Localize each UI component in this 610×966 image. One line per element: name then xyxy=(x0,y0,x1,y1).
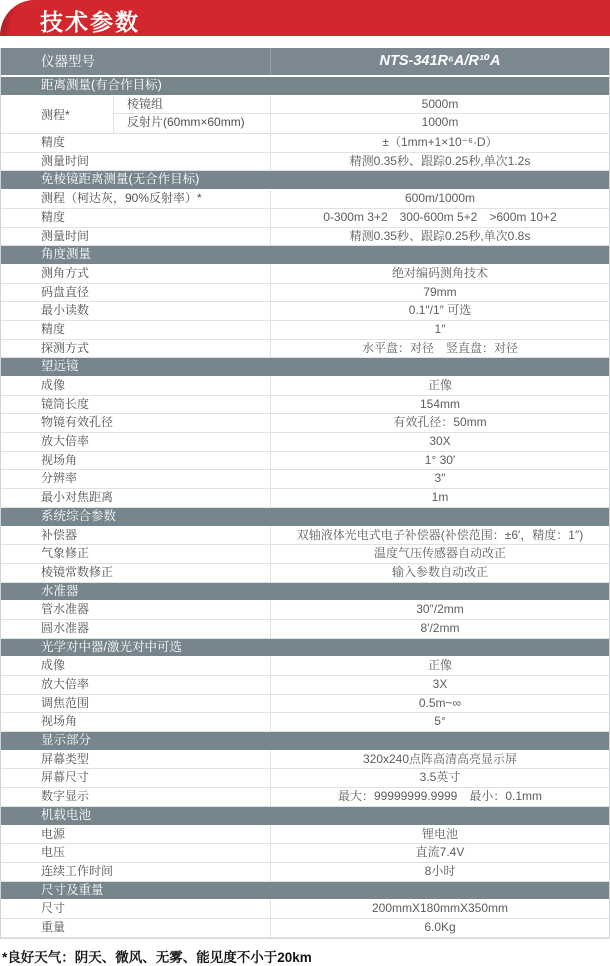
spec-row-compound xyxy=(1,96,609,134)
spec-label: 最小读数 xyxy=(1,302,271,320)
spec-row xyxy=(1,863,609,882)
spec-label: 尺寸 xyxy=(1,900,271,918)
spec-value: 输入参数自动改正 xyxy=(391,564,488,579)
spec-value: 锂电池 xyxy=(421,826,458,841)
spec-value: 600m/1000m xyxy=(404,191,476,206)
spec-label: 物镜有效孔径 xyxy=(1,414,271,432)
spec-row xyxy=(1,769,609,788)
spec-row xyxy=(1,564,609,583)
section-header-row: 机载电池 xyxy=(1,807,609,826)
spec-row xyxy=(1,433,609,452)
spec-row xyxy=(1,377,609,396)
spec-label: 成像 xyxy=(1,657,271,675)
spec-value: 0.1″/1″ 可选 xyxy=(408,303,472,318)
spec-row xyxy=(1,545,609,564)
spec-label: 棱镜常数修正 xyxy=(1,564,271,582)
spec-label: 精度 xyxy=(1,321,271,339)
spec-label: 成像 xyxy=(1,377,271,395)
spec-value: 5° xyxy=(434,714,446,729)
spec-label: 镜筒长度 xyxy=(1,396,271,414)
spec-row xyxy=(1,284,609,303)
spec-label: 测角方式 xyxy=(1,265,271,283)
spec-label: 电压 xyxy=(1,844,271,862)
spec-row xyxy=(1,228,609,247)
spec-sublabel: 棱镜组 xyxy=(114,96,271,114)
spec-value: 正像 xyxy=(427,658,452,673)
spec-row xyxy=(1,713,609,732)
spec-label: 电源 xyxy=(1,826,271,844)
spec-value: 0.5m~∞ xyxy=(418,695,462,710)
spec-value: ±（1mm+1×10⁻⁶·D） xyxy=(382,135,498,150)
section-header-row: 望远镜 xyxy=(1,358,609,377)
spec-row xyxy=(1,751,609,770)
spec-value: 30″/2mm xyxy=(416,602,464,617)
model-value: NTS-341R⁶A/R¹⁰A xyxy=(379,53,501,69)
section-header-row: 距离测量(有合作目标) xyxy=(1,77,609,96)
spec-subcolumn xyxy=(114,96,609,133)
spec-label: 屏幕尺寸 xyxy=(1,769,271,787)
spec-sublabel: 反射片(60mm×60mm) xyxy=(114,114,271,132)
spec-label: 最小对焦距离 xyxy=(1,489,271,507)
spec-label: 视场角 xyxy=(1,713,271,731)
spec-value: 1″ xyxy=(434,321,446,336)
spec-row xyxy=(1,919,609,938)
spec-value: 水平盘：对径 竖直盘：对径 xyxy=(361,340,518,355)
spec-label: 精度 xyxy=(1,134,271,152)
spec-label: 探测方式 xyxy=(1,340,271,358)
spec-row xyxy=(1,396,609,415)
spec-row xyxy=(1,489,609,508)
model-header-row xyxy=(1,48,609,77)
spec-row xyxy=(1,900,609,919)
page-title: 技术参数 xyxy=(40,9,140,35)
spec-row xyxy=(1,414,609,433)
spec-row xyxy=(1,470,609,489)
spec-table xyxy=(0,48,610,939)
model-label: 仪器型号 xyxy=(1,48,271,75)
spec-value: 3X xyxy=(432,677,448,692)
spec-row xyxy=(1,190,609,209)
spec-label: 管水准器 xyxy=(1,601,271,619)
section-header-row: 角度测量 xyxy=(1,246,609,265)
section-header-row: 光学对中器/激光对中可选 xyxy=(1,639,609,658)
spec-row xyxy=(1,452,609,471)
section-header-row: 水准器 xyxy=(1,583,609,602)
spec-value: 200mmX180mmX350mm xyxy=(371,901,509,916)
spec-value: 6.0Kg xyxy=(424,919,456,934)
spec-label: 补偿器 xyxy=(1,527,271,545)
spec-label: 屏幕类型 xyxy=(1,751,271,769)
spec-subrow xyxy=(114,114,609,132)
spec-value: 30X xyxy=(429,434,451,449)
spec-value: 精测0.35秒、跟踪0.25秒,单次0.8s xyxy=(349,228,531,243)
spec-value: 最大：99999999.9999 最小：0.1mm xyxy=(337,789,543,804)
spec-row xyxy=(1,788,609,807)
spec-row xyxy=(1,265,609,284)
spec-value: 1° 30′ xyxy=(424,452,456,467)
spec-row xyxy=(1,620,609,639)
spec-value: 154mm xyxy=(419,396,460,411)
spec-value: 8′/2mm xyxy=(420,620,460,635)
spec-label: 测程（柯达灰，90%反射率）* xyxy=(1,190,271,208)
spec-value: 温度气压传感器自动改正 xyxy=(373,546,506,561)
spec-label: 视场角 xyxy=(1,452,271,470)
table-body xyxy=(1,77,609,938)
spec-value: 79mm xyxy=(423,284,457,299)
spec-label: 测程* xyxy=(1,96,114,133)
spec-value: 320x240点阵高清高亮显示屏 xyxy=(362,751,518,766)
spec-row xyxy=(1,657,609,676)
spec-label: 气象修正 xyxy=(1,545,271,563)
section-header-row: 显示部分 xyxy=(1,732,609,751)
spec-label: 数字显示 xyxy=(1,788,271,806)
spec-label: 放大倍率 xyxy=(1,433,271,451)
spec-value: 3.5英寸 xyxy=(419,770,461,785)
spec-row xyxy=(1,527,609,546)
spec-value: 绝对编码测角技术 xyxy=(391,265,488,280)
spec-label: 调焦范围 xyxy=(1,695,271,713)
spec-row xyxy=(1,302,609,321)
spec-value: 5000m xyxy=(421,96,459,111)
spec-row xyxy=(1,601,609,620)
footnote: *良好天气：阴天、微风、无雾、能见度不小于20km xyxy=(2,949,312,965)
spec-label: 码盘直径 xyxy=(1,284,271,302)
spec-value: 3″ xyxy=(434,471,446,486)
spec-label: 测量时间 xyxy=(1,228,271,246)
spec-row xyxy=(1,209,609,228)
spec-label: 连续工作时间 xyxy=(1,863,271,881)
spec-row xyxy=(1,844,609,863)
spec-row xyxy=(1,826,609,845)
section-header-row: 尺寸及重量 xyxy=(1,882,609,901)
spec-value: 正像 xyxy=(427,378,452,393)
spec-subrow xyxy=(114,96,609,115)
spec-label: 测量时间 xyxy=(1,153,271,171)
spec-label: 圆水准器 xyxy=(1,620,271,638)
spec-label: 分辨率 xyxy=(1,470,271,488)
spec-row xyxy=(1,695,609,714)
spec-row xyxy=(1,321,609,340)
section-header-row: 系统综合参数 xyxy=(1,508,609,527)
spec-value: 0-300m 3+2 300-600m 5+2 >600m 10+2 xyxy=(323,209,557,224)
spec-row xyxy=(1,340,609,359)
title-banner xyxy=(0,0,610,36)
spec-value: 8小时 xyxy=(424,863,456,878)
spec-value: 1m xyxy=(431,490,449,505)
spec-value: 有效孔径：50mm xyxy=(393,415,487,430)
spec-row xyxy=(1,153,609,172)
spec-value: 1000m xyxy=(421,115,459,130)
spec-value: 直流7.4V xyxy=(415,845,465,860)
spec-value: 双轴液体光电式电子补偿器(补偿范围：±6′，精度：1″) xyxy=(296,527,584,542)
spec-label: 放大倍率 xyxy=(1,676,271,694)
section-header-row: 免棱镜距离测量(无合作目标) xyxy=(1,171,609,190)
spec-row xyxy=(1,134,609,153)
spec-label: 精度 xyxy=(1,209,271,227)
spec-value: 精测0.35秒、跟踪0.25秒,单次1.2s xyxy=(349,153,531,168)
spec-label: 重量 xyxy=(1,919,271,937)
spec-row xyxy=(1,676,609,695)
